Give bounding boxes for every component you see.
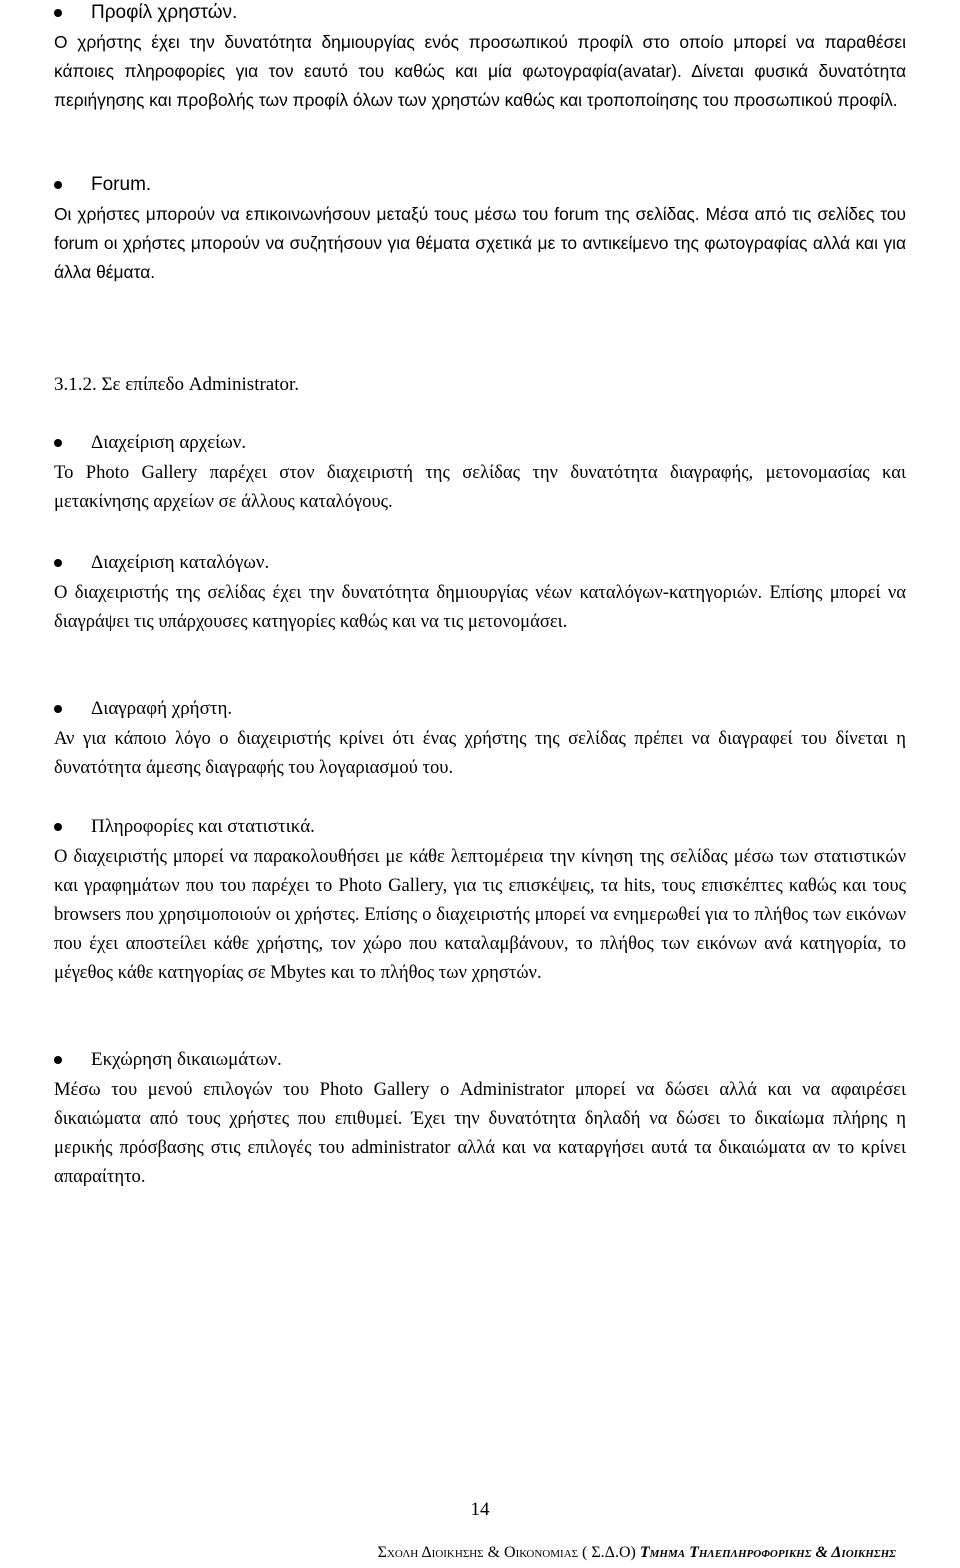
item-text: Μέσω του μενού επιλογών του Photo Gallery ο Administrator μπορεί να δώσει αλλά και να αφαιρέσει δικαιώματα από τους χρήστες που επιθυμεί. Έχει την δυνατότητα δηλαδή να δώσει το δικαίωμα πλήρης η μερικής πρόσβασης στις επιλογές του administrator αλλά και να καταργήσει αυτά τα δικαιώματα αν το κρίνει απαραίτητο. bbox=[54, 1079, 906, 1187]
item-title: Πληροφορίες και στατιστικά. bbox=[91, 816, 315, 837]
item-title: Διαχείριση καταλόγων. bbox=[91, 552, 270, 573]
list-item-statistics bbox=[54, 812, 906, 987]
bullet-icon bbox=[54, 559, 62, 567]
list-item-delete-user bbox=[54, 694, 906, 782]
item-text: Αν για κάποιο λόγο ο διαχειριστής κρίνει ότι ένας χρήστης της σελίδας πρέπει να διαγραφεί του δίνεται η δυνατότητα άμεσης διαγραφής του λογαριασμού του. bbox=[54, 728, 906, 778]
section-heading: 3.1.2. Σε επίπεδο Administrator. bbox=[54, 374, 300, 395]
bullet-icon bbox=[54, 181, 62, 189]
bullet-icon bbox=[54, 705, 62, 713]
item-title: Προφίλ χρηστών. bbox=[91, 2, 238, 23]
item-title: Forum. bbox=[91, 174, 152, 195]
bullet-icon bbox=[54, 9, 62, 17]
footer-department: Τμημα Τηλεπληροφορικης & Διοικησης bbox=[639, 1544, 896, 1561]
bullet-icon bbox=[54, 439, 62, 447]
item-title: Διαχείριση αρχείων. bbox=[91, 432, 247, 453]
item-text: Οι χρήστες μπορούν να επικοινωνήσουν μεταξύ τους μέσω του forum της σελίδας. Μέσα από τις σελίδες του forum οι χρήστες μπορούν να συζητήσουν για θέματα σχετικά με το αντικείμενο της φωτογραφίας αλλά και για άλλα θέματα. bbox=[54, 204, 906, 282]
item-title: Εκχώρηση δικαιωμάτων. bbox=[91, 1049, 282, 1070]
list-item-file-management bbox=[54, 428, 906, 516]
item-text: Ο διαχειριστής μπορεί να παρακολουθήσει με κάθε λεπτομέρεια την κίνηση της σελίδας μέσω των στατιστικών και γραφημάτων που του παρέχει το Photo Gallery, για τις επισκέψεις, τα hits, τους επισκέπτες καθώς και τους browsers που χρησιμοποιούν οι χρήστες. Επίσης ο διαχειριστής μπορεί να ενημερωθεί για το πλήθος των εικόνων που έχει αποστείλει κάθε χρήστης, τον χώρο που καταλαμβάνουν, το πλήθος των εικόνων ανά κατηγορία, το μέγεθος κάθε κατηγορίας σε Mbytes και το πλήθος των χρηστών. bbox=[54, 846, 906, 983]
list-item-permissions bbox=[54, 1045, 906, 1191]
page-footer bbox=[0, 1543, 960, 1563]
list-item-forum bbox=[54, 170, 906, 287]
item-text: Ο διαχειριστής της σελίδας έχει την δυνατότητα δημιουργίας νέων καταλόγων-κατηγοριών. Επίσης μπορεί να διαγράψει τις υπάρχουσες κατηγορίες καθώς και να τις μετονομάσει. bbox=[54, 582, 906, 632]
bullet-icon bbox=[54, 823, 62, 831]
list-item-directory-management bbox=[54, 548, 906, 636]
list-item-profiles bbox=[54, 0, 906, 115]
footer-school: Σχολη Διοικησης & Οικονομιας ( Σ.Δ.Ο) bbox=[377, 1544, 636, 1561]
item-text: Ο χρήστης έχει την δυνατότητα δημιουργίας ενός προσωπικού προφίλ στο οποίο μπορεί να παραθέσει κάποιες πληροφορίες για τον εαυτό του καθώς και μία φωτογραφία(avatar). Δίνεται φυσικά δυνατότητα περιήγησης και προβολής των προφίλ όλων των χρηστών καθώς και τροποποίησης του προσωπικού προφίλ. bbox=[54, 32, 906, 110]
item-title: Διαγραφή χρήστη. bbox=[91, 698, 233, 719]
bullet-icon bbox=[54, 1056, 62, 1064]
item-text: Το Photo Gallery παρέχει στον διαχειριστή της σελίδας την δυνατότητα διαγραφής, μετονομασίας και μετακίνησης αρχείων σε άλλους καταλόγους. bbox=[54, 462, 906, 512]
page-number: 14 bbox=[470, 1499, 490, 1520]
